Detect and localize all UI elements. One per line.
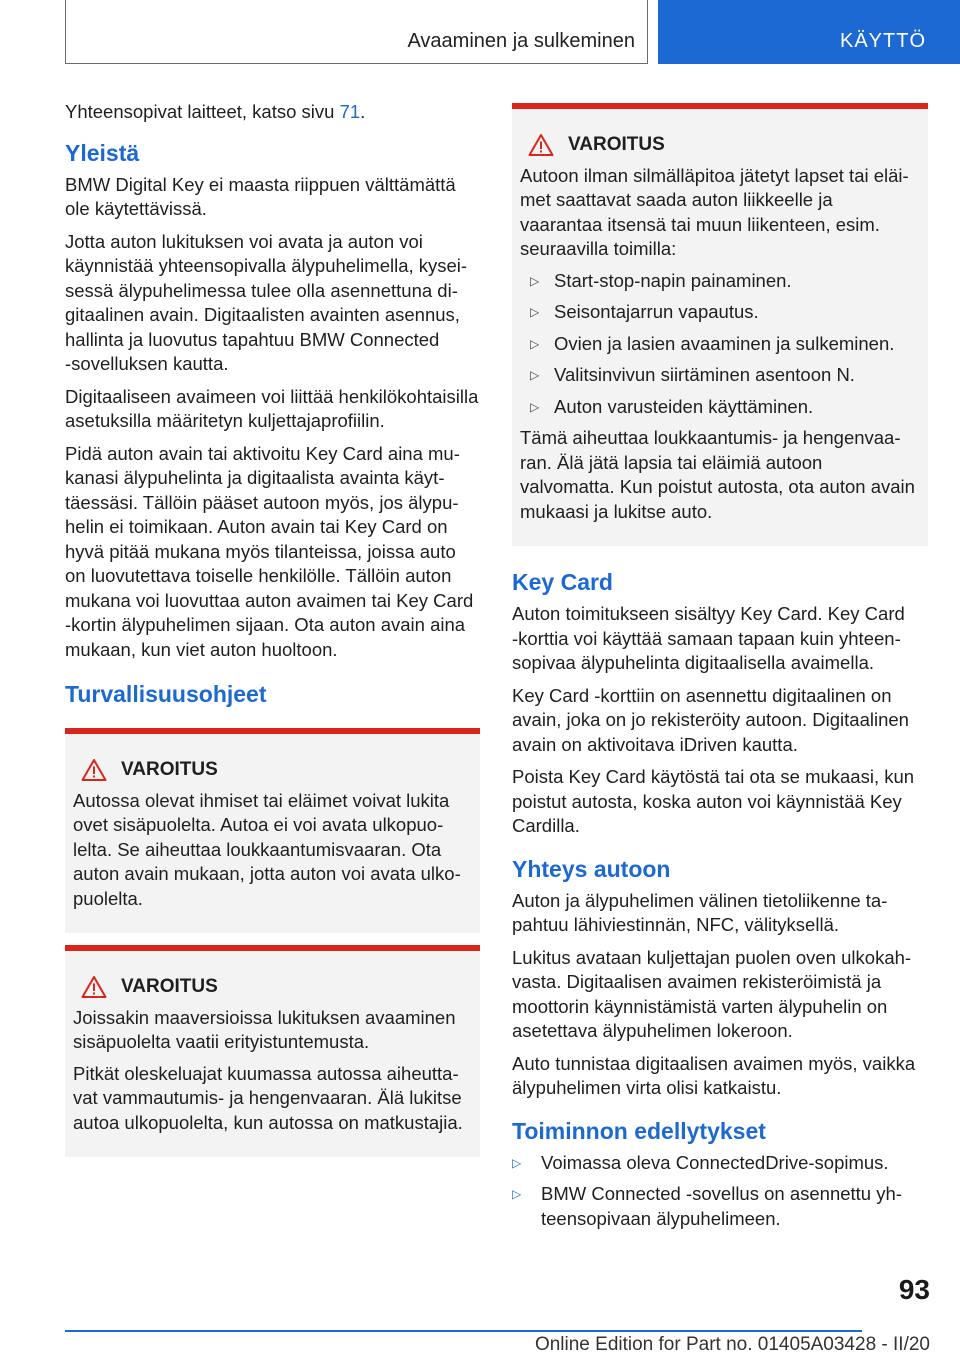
- page-number: 93: [898, 1274, 930, 1305]
- connection-paragraph-2: Lukitus avataan kuljettajan puolen oven ulkokahvasta. Digitaalisen avaimen rekisteröimistä ja moottorin käynnistämistä varten älypuhelin on asetettava älypuhelimen lokeroon.: [512, 946, 912, 1041]
- list-item: [512, 1182, 928, 1231]
- keycard-paragraph-2: Key Card ‑korttiin on asennettu digitaalinen on avain, joka on jo rekisteröity autoon. Digitaalinen avain on aktivoitava iDriven kautta.: [512, 684, 909, 755]
- triangle-bullet-icon: ▷: [530, 399, 540, 414]
- keycard-paragraph-3: Poista Key Card käytöstä tai ota se mukaasi, kun poistut autosta, koska auton voi käynnistää Key Cardilla.: [512, 766, 915, 836]
- warning-outro: Tämä aiheuttaa loukkaantumis- ja hengenvaaran. Älä jätä lapsia tai eläimiä autoon valvomatta. Kun poistut autosta, ota auton avain mukaasi ja lukitse auto.: [520, 427, 915, 522]
- warning-box-2: [65, 945, 480, 1157]
- general-heading: Yleistä: [65, 139, 140, 166]
- list-item: [520, 395, 920, 420]
- warning-text-2: Pitkät oleskeluajat kuumassa autossa aiheuttavat vammautumis- ja hengenvaaran. Älä lukitse autoa ulkopuolelta, kun autossa on matkustajia.: [73, 1062, 463, 1133]
- warning-list: [520, 269, 920, 420]
- list-item-text: Ovien ja lasien avaaminen ja sulkeminen.: [554, 332, 895, 354]
- triangle-bullet-icon: ▷: [530, 305, 540, 319]
- list-item-text: Voimassa oleva ConnectedDrive-sopimus.: [541, 1151, 889, 1173]
- general-paragraph-1: BMW Digital Key ei maasta riippuen välttämättä ole käytettävissä.: [65, 173, 456, 219]
- intro-text: Yhteensopivat laitteet, katso sivu: [65, 101, 340, 122]
- list-item-text: Auton varusteiden käyttäminen.: [554, 395, 814, 417]
- list-item: [520, 363, 920, 388]
- section-title: Avaaminen ja sulkeminen: [407, 30, 635, 52]
- warning-header: [528, 133, 920, 158]
- warning-label: VAROITUS: [568, 134, 665, 155]
- warning-triangle-icon: [81, 758, 107, 782]
- warning-triangle-icon: [81, 975, 107, 999]
- chapter-tab[interactable]: [658, 0, 960, 64]
- keycard-heading: Key Card: [512, 569, 613, 595]
- list-item: [520, 300, 920, 325]
- warning-triangle-icon: [528, 133, 554, 157]
- general-paragraph-4: Pidä auton avain tai aktivoitu Key Card aina mukanasi älypuhelinta ja digitaalista avainta käyttäessäsi. Tällöin pääset autoon myös, jos älypuhelin ei toimikaan. Auton avain tai Key Card on hyvä pitää mukana myös tilanteissa, joissa auto on luovutettava toiselle henkilölle. Tällöin auton mukana voi luovuttaa auton avaimen tai Key Card ‑kortin älypuhelimen sijaan. Ota auton avain aina mukaan, kun viet auton huoltoon.: [65, 442, 474, 660]
- warning-label: VAROITUS: [121, 759, 218, 780]
- connection-paragraph-1: Auton ja älypuhelimen välinen tietoliikenne tapahtuu lähiviestinnän, NFC, välityksellä.: [512, 889, 888, 935]
- warning-label: VAROITUS: [121, 976, 218, 997]
- footer-divider: [65, 1330, 862, 1332]
- header-section-box: [65, 0, 648, 64]
- warning-intro: Autoon ilman silmälläpitoa jätetyt lapset tai eläimet saattavat saada auton liikkeelle ja vaarantaa itsensä tai muun liikenteen, esim. seuraavilla toimilla:: [520, 164, 909, 259]
- edition-text: Online Edition for Part no. 01405A03428 - II/20: [534, 1334, 930, 1355]
- triangle-bullet-icon: ▷: [530, 273, 540, 288]
- triangle-bullet-icon: ▷: [512, 1187, 522, 1201]
- safety-heading: Turvallisuusohjeet: [65, 681, 267, 707]
- warning-box-3: [512, 103, 928, 546]
- left-column: [65, 100, 480, 1157]
- warning-text: Autossa olevat ihmiset tai eläimet voivat lukita ovet sisäpuolelta. Autoa ei voi avata ulkopuolelta. Se aiheuttaa loukkaantumisvaaran. Ota auton avain mukaan, jotta auton voi avata ulkopuolelta.: [73, 789, 461, 909]
- triangle-bullet-icon: ▷: [530, 336, 540, 351]
- intro-paragraph: [65, 100, 480, 125]
- triangle-bullet-icon: ▷: [512, 1155, 522, 1170]
- warning-box-1: [65, 728, 480, 933]
- list-item-text: BMW Connected ‑sovellus on asennettu yhteensopivaan älypuhelimeen.: [541, 1183, 902, 1229]
- chapter-tab-label: KÄYTTÖ: [839, 30, 926, 52]
- connection-paragraph-3: Auto tunnistaa digitaalisen avaimen myös, vaikka älypuhelimen virta olisi katkaistu.: [512, 1052, 916, 1098]
- warning-text-1: Joissakin maaversioissa lukituksen avaaminen sisäpuolelta vaatii erityistuntemusta.: [73, 1006, 456, 1052]
- general-paragraph-3: Digitaaliseen avaimeen voi liittää henkilökohtaisilla asetuksilla määritetyn kuljettajaprofiilin.: [65, 385, 479, 431]
- warning-header: [81, 758, 472, 783]
- list-item: [520, 332, 920, 357]
- general-paragraph-2: Jotta auton lukituksen voi avata ja auton voi käynnistää yhteensopivalla älypuhelimella, kyseisessä älypuhelimessa tulee olla asennettuna digitaalinen avain. Digitaalisten avainten asennus, hallinta ja luovutus tapahtuu BMW Connected ‑sovelluksen kautta.: [65, 230, 468, 374]
- warning-header: [81, 975, 472, 1000]
- list-item: [512, 1151, 928, 1176]
- prereq-list: [512, 1151, 928, 1232]
- list-item-text: Start-stop-napin painaminen.: [554, 269, 792, 291]
- page-link[interactable]: 71: [339, 101, 361, 122]
- list-item-text: Valitsinvivun siirtäminen asentoon N.: [554, 364, 855, 385]
- prereq-heading: Toiminnon edellytykset: [512, 1117, 766, 1144]
- connection-heading: Yhteys autoon: [512, 855, 671, 882]
- intro-end: .: [360, 101, 366, 122]
- keycard-paragraph-1: Auton toimitukseen sisältyy Key Card. Key Card ‑korttia voi käyttää samaan tapaan kuin yhteensopivaa älypuhelinta digitaalisella avaimella.: [512, 603, 905, 673]
- list-item: [520, 269, 920, 294]
- list-item-text: Seisontajarrun vapautus.: [554, 301, 759, 322]
- triangle-bullet-icon: ▷: [530, 368, 540, 382]
- right-column: [512, 103, 928, 1238]
